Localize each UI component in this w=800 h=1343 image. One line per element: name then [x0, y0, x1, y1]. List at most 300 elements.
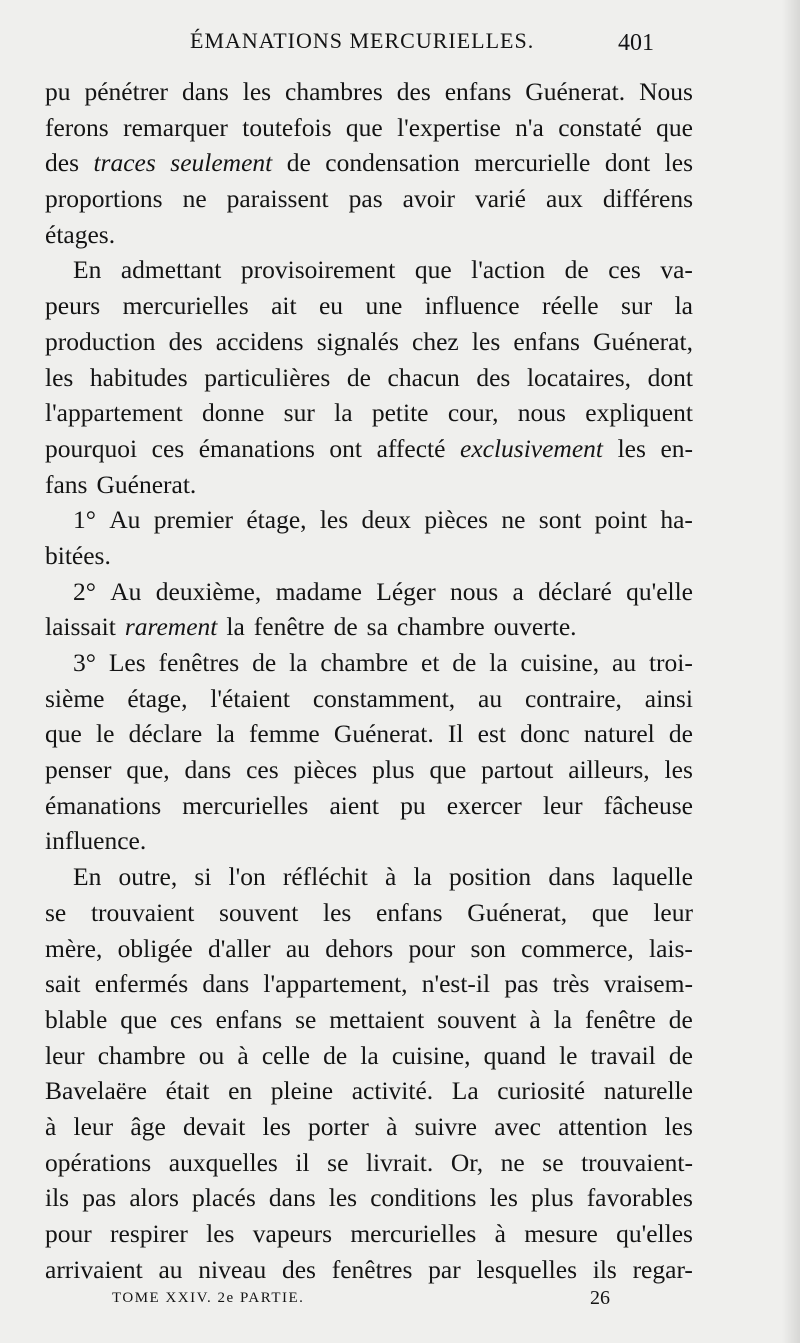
word: de — [346, 362, 371, 392]
word: naturelle — [603, 1076, 693, 1106]
word: habitudes — [89, 362, 188, 392]
word: suivre — [414, 1111, 477, 1141]
word: deuxième, — [155, 576, 262, 606]
word: constamment, — [312, 683, 456, 713]
word: pas — [504, 969, 539, 999]
word: exercer — [446, 790, 522, 820]
word: l'appartement — [45, 398, 183, 428]
word: trouvaient — [90, 897, 195, 927]
text-line — [45, 645, 693, 681]
text-line — [45, 467, 693, 503]
word: les — [471, 326, 501, 356]
word: les — [664, 755, 693, 785]
word: d'aller — [207, 933, 271, 963]
word: donne — [202, 398, 265, 428]
word: se — [295, 1004, 317, 1034]
word: chambre — [396, 612, 485, 642]
word: de — [668, 1004, 693, 1034]
word: lesquelles — [476, 1254, 577, 1284]
word: niveau — [198, 1254, 267, 1284]
text-line — [45, 1216, 693, 1252]
word: à — [494, 1219, 506, 1248]
word: de — [252, 648, 277, 677]
word: laquelle — [612, 862, 693, 892]
text-line — [45, 1073, 693, 1109]
word: celle — [261, 1040, 310, 1070]
text-line — [45, 1145, 693, 1181]
word: Nous — [639, 77, 693, 106]
word: de — [452, 648, 477, 677]
word: dans — [202, 969, 250, 999]
text-line — [45, 716, 693, 752]
word: laissait — [45, 612, 116, 642]
word: sa — [366, 612, 388, 642]
word: pénétrer — [84, 77, 169, 106]
word: qu'elles — [616, 1219, 693, 1248]
word: les — [45, 362, 74, 392]
text-line — [45, 681, 693, 717]
body-text — [45, 74, 693, 1287]
word: le — [559, 1040, 578, 1070]
word: que — [414, 255, 452, 285]
text-line — [45, 1252, 693, 1288]
word: contraire, — [524, 683, 622, 713]
word: madame — [275, 576, 362, 606]
footer-volume: TOME XXIV. 2e PARTIE. — [112, 1290, 305, 1306]
page-edge-shadow — [782, 0, 800, 1343]
text-line — [45, 431, 693, 467]
word: ailleurs, — [568, 755, 650, 785]
word: lais- — [649, 933, 693, 963]
word: ne — [500, 1147, 525, 1177]
word: Guénerat. — [525, 77, 626, 106]
word: fenêtres — [331, 1254, 413, 1284]
word: au — [158, 1254, 183, 1284]
word: point — [594, 505, 648, 535]
word: étage, — [246, 505, 307, 535]
word: les — [242, 77, 272, 106]
word: la — [334, 398, 353, 428]
page-number: 401 — [618, 30, 654, 56]
word: dont — [604, 148, 651, 178]
word: seulement — [170, 148, 273, 178]
word: enfans — [376, 897, 443, 927]
word: à — [45, 1111, 57, 1141]
word: curiosité — [497, 1076, 586, 1106]
word: pas — [348, 184, 383, 214]
text-line — [45, 252, 693, 288]
word: aux — [546, 184, 583, 214]
word: au — [285, 933, 310, 963]
word: enfans — [513, 326, 580, 356]
word: pourquoi — [45, 433, 138, 463]
word: mercurielle — [474, 148, 591, 178]
word: traces — [93, 148, 156, 178]
word: son — [470, 933, 506, 963]
word: leur — [542, 790, 583, 820]
word: des — [281, 1254, 316, 1284]
word: ces — [170, 1004, 203, 1034]
word: fans — [45, 469, 88, 499]
word: chambre — [97, 1040, 186, 1070]
word: que — [656, 112, 693, 142]
text-line — [45, 217, 693, 253]
word: troi- — [648, 648, 693, 677]
word: respirer — [110, 1219, 188, 1248]
text-line — [45, 74, 693, 110]
text-line — [45, 395, 693, 431]
word: âge — [130, 1111, 166, 1141]
word: que — [345, 112, 383, 142]
word: dans — [184, 755, 232, 785]
word: mercurielles — [350, 1219, 477, 1248]
word: que — [45, 719, 82, 749]
word: n'a — [515, 112, 544, 142]
word: enfermés — [94, 969, 189, 999]
word: porter — [308, 1111, 369, 1141]
word: par — [428, 1254, 461, 1284]
word: Les — [108, 648, 146, 677]
word: aient — [329, 790, 380, 820]
word: l'étaient — [210, 683, 290, 713]
word: naturel — [583, 719, 655, 749]
word: dont — [647, 362, 693, 392]
word: la — [226, 612, 245, 642]
word: production — [45, 326, 156, 356]
word: Au — [110, 576, 142, 606]
word: Guénerat. — [333, 719, 434, 749]
word: quand — [483, 1040, 546, 1070]
word: fenêtre — [585, 1004, 656, 1034]
word: ouverte. — [493, 612, 577, 642]
word: les — [617, 433, 646, 463]
word: les — [319, 505, 349, 535]
word: signalés — [316, 326, 399, 356]
word: attention — [558, 1111, 648, 1141]
word: constaté — [558, 112, 642, 142]
text-line — [45, 538, 693, 574]
word: expliquent — [585, 398, 693, 428]
word: La — [451, 1076, 479, 1106]
word: ils — [45, 1183, 70, 1213]
word: les — [206, 1219, 235, 1248]
word: il — [295, 1147, 310, 1177]
word: En — [73, 255, 102, 285]
word: Au — [109, 505, 141, 535]
word: en — [228, 1076, 253, 1106]
word: deux — [361, 505, 412, 535]
word: toutefois — [242, 112, 332, 142]
word: mercurielles — [182, 790, 309, 820]
word: Guénerat, — [467, 897, 568, 927]
word: mercurielles — [122, 291, 249, 321]
word: fenêtre — [253, 612, 325, 642]
word: se — [542, 1147, 564, 1177]
word: réfléchit — [282, 862, 368, 892]
word: la — [413, 862, 432, 892]
word: de — [333, 612, 358, 642]
word: varié — [475, 184, 526, 214]
word: si — [194, 862, 212, 892]
word: l'expertise — [397, 112, 501, 142]
word: pièces — [424, 505, 489, 535]
word: enfans — [444, 77, 512, 106]
text-line — [45, 502, 693, 538]
word: ait — [271, 291, 297, 321]
word: nous — [450, 576, 499, 606]
word: dans — [268, 1183, 316, 1213]
word: condensation — [325, 148, 460, 178]
word: les — [328, 1183, 358, 1213]
word: étage, — [127, 683, 188, 713]
word: admettant — [120, 255, 222, 285]
word: que, — [126, 755, 170, 785]
word: En — [73, 862, 102, 892]
word: de — [668, 1040, 693, 1070]
word: accidens — [215, 326, 304, 356]
word: à — [237, 1040, 249, 1070]
text-line — [45, 1038, 693, 1074]
word: alors — [129, 1183, 179, 1213]
word: cour, — [447, 398, 499, 428]
word: la — [216, 719, 235, 749]
text-line — [45, 752, 693, 788]
word: l'action — [471, 255, 546, 285]
word: de — [668, 719, 693, 749]
text-line — [45, 574, 693, 610]
word: sait — [45, 969, 81, 999]
word: rarement — [124, 612, 218, 642]
word: obligée — [117, 933, 193, 963]
text-line — [45, 788, 693, 824]
word: souvent — [437, 1004, 517, 1034]
word: l'appartement, — [263, 969, 408, 999]
word: ces — [608, 255, 641, 285]
text-line — [45, 931, 693, 967]
word: commerce, — [521, 933, 634, 963]
word: vraisem- — [603, 969, 693, 999]
word: se — [327, 1147, 349, 1177]
word: outre, — [118, 862, 178, 892]
word: les — [323, 897, 352, 927]
word: leur — [73, 1111, 114, 1141]
word: Guénerat. — [96, 469, 197, 499]
word: sont — [538, 505, 582, 535]
text-line — [45, 1180, 693, 1216]
word: en- — [660, 433, 693, 463]
word: sur — [283, 398, 315, 428]
word: chez — [412, 326, 459, 356]
running-head: ÉMANATIONS MERCURIELLES. — [190, 28, 535, 53]
word: ou — [198, 1040, 225, 1070]
word: ils — [592, 1254, 617, 1284]
word: femme — [248, 719, 320, 749]
word: la — [489, 648, 508, 677]
word: livrait. — [365, 1147, 434, 1177]
text-line — [45, 181, 693, 217]
word: n'est-il — [421, 969, 491, 999]
word: chambre — [320, 648, 409, 677]
word: une — [365, 291, 403, 321]
word: pour — [45, 1219, 92, 1248]
word: que — [429, 755, 467, 785]
word: pièces — [293, 755, 358, 785]
word: déclaré — [538, 576, 612, 606]
word: et — [421, 648, 440, 677]
word: avoir — [402, 184, 456, 214]
text-line — [45, 360, 693, 396]
word: nous — [517, 398, 566, 428]
word: dans — [182, 77, 229, 106]
word: 2° — [73, 576, 96, 606]
word: la — [674, 291, 693, 321]
word: trouvaient- — [581, 1147, 693, 1177]
word: ha- — [660, 505, 693, 535]
word: la — [553, 1004, 573, 1034]
word: pu — [400, 790, 426, 820]
word: Guénerat, — [593, 326, 693, 356]
word: différens — [602, 184, 693, 214]
word: conditions — [370, 1183, 477, 1213]
word: étages. — [45, 219, 116, 249]
word: travail — [590, 1040, 656, 1070]
word: blable — [45, 1004, 108, 1034]
word: donc — [520, 719, 570, 749]
word: pleine — [270, 1076, 334, 1106]
word: pas — [82, 1183, 117, 1213]
word: peurs — [45, 291, 101, 321]
word: émanations — [45, 790, 162, 820]
word: activité. — [351, 1076, 434, 1106]
text-line — [45, 966, 693, 1002]
word: eu — [318, 291, 344, 321]
word: cuisine, — [520, 648, 600, 677]
word: placés — [192, 1183, 256, 1213]
word: souvent — [219, 897, 299, 927]
word: cuisine, — [391, 1040, 471, 1070]
text-line — [45, 823, 693, 859]
word: partout — [481, 755, 554, 785]
word: émanations — [198, 433, 315, 463]
word: pu — [45, 77, 71, 106]
word: à — [386, 1111, 398, 1141]
word: à — [529, 1004, 541, 1034]
word: regar- — [632, 1254, 693, 1284]
word: petite — [371, 398, 429, 428]
word: est — [477, 719, 506, 749]
word: paraissent — [226, 184, 329, 214]
word: les — [664, 148, 693, 178]
word: Léger — [376, 576, 436, 606]
text-line — [45, 288, 693, 324]
word: bitées. — [45, 540, 111, 570]
word: la — [360, 1040, 379, 1070]
word: réelle — [541, 291, 599, 321]
word: que — [120, 1004, 158, 1034]
word: affecté — [376, 433, 446, 463]
word: influence — [424, 291, 520, 321]
word: ne — [501, 505, 526, 535]
word: des — [476, 362, 511, 392]
word: des — [168, 326, 203, 356]
word: proportions — [45, 184, 163, 214]
word: était — [165, 1076, 210, 1106]
word: le — [96, 719, 115, 749]
word: position — [448, 862, 532, 892]
word: exclusivement — [460, 433, 604, 463]
word: penser — [45, 755, 112, 785]
word: l'on — [228, 862, 266, 892]
text-line — [45, 324, 693, 360]
word: particulières — [204, 362, 331, 392]
word: chacun — [387, 362, 460, 392]
word: se — [45, 897, 67, 927]
word: ainsi — [644, 683, 693, 713]
text-line — [45, 1109, 693, 1145]
word: favorables — [586, 1183, 693, 1213]
word: sur — [621, 291, 653, 321]
word: a — [512, 576, 524, 606]
word: avec — [494, 1111, 541, 1141]
word: premier — [153, 505, 234, 535]
word: va- — [660, 255, 693, 285]
word: au — [612, 648, 637, 677]
footer-signature: 26 — [590, 1287, 610, 1309]
word: fâcheuse — [603, 790, 693, 820]
text-line — [45, 859, 693, 895]
word: remarquer — [123, 112, 228, 142]
word: fenêtres — [158, 648, 240, 677]
word: ont — [329, 433, 363, 463]
word: de — [286, 148, 311, 178]
word: ne — [182, 184, 207, 214]
word: 1° — [73, 505, 96, 535]
text-line — [45, 1002, 693, 1038]
text-line — [45, 110, 693, 146]
word: influence. — [45, 826, 147, 856]
word: vapeurs — [252, 1219, 333, 1248]
word: à — [384, 862, 397, 892]
word: dans — [548, 862, 596, 892]
word: plus — [531, 1183, 574, 1213]
word: mère, — [45, 933, 103, 963]
word: sième — [45, 683, 105, 713]
word: déclare — [128, 719, 203, 749]
word: très — [552, 969, 590, 999]
word: leur — [45, 1040, 85, 1070]
word: chambres — [285, 77, 383, 106]
text-line — [45, 609, 693, 645]
word: dehors — [325, 933, 394, 963]
word: au — [478, 683, 503, 713]
word: auxquelles — [168, 1147, 278, 1177]
word: ces — [151, 433, 185, 463]
word: Or, — [450, 1147, 484, 1177]
word: mesure — [524, 1219, 598, 1248]
word: ces — [246, 755, 279, 785]
text-line — [45, 895, 693, 931]
word: leur — [653, 897, 693, 927]
word: de — [323, 1040, 348, 1070]
word: des — [45, 148, 79, 178]
word: opérations — [45, 1147, 152, 1177]
word: pour — [408, 933, 456, 963]
word: arrivaient — [45, 1254, 143, 1284]
word: les — [262, 1111, 291, 1141]
word: enfans — [215, 1004, 283, 1034]
word: plus — [372, 755, 415, 785]
word: provisoirement — [240, 255, 396, 285]
